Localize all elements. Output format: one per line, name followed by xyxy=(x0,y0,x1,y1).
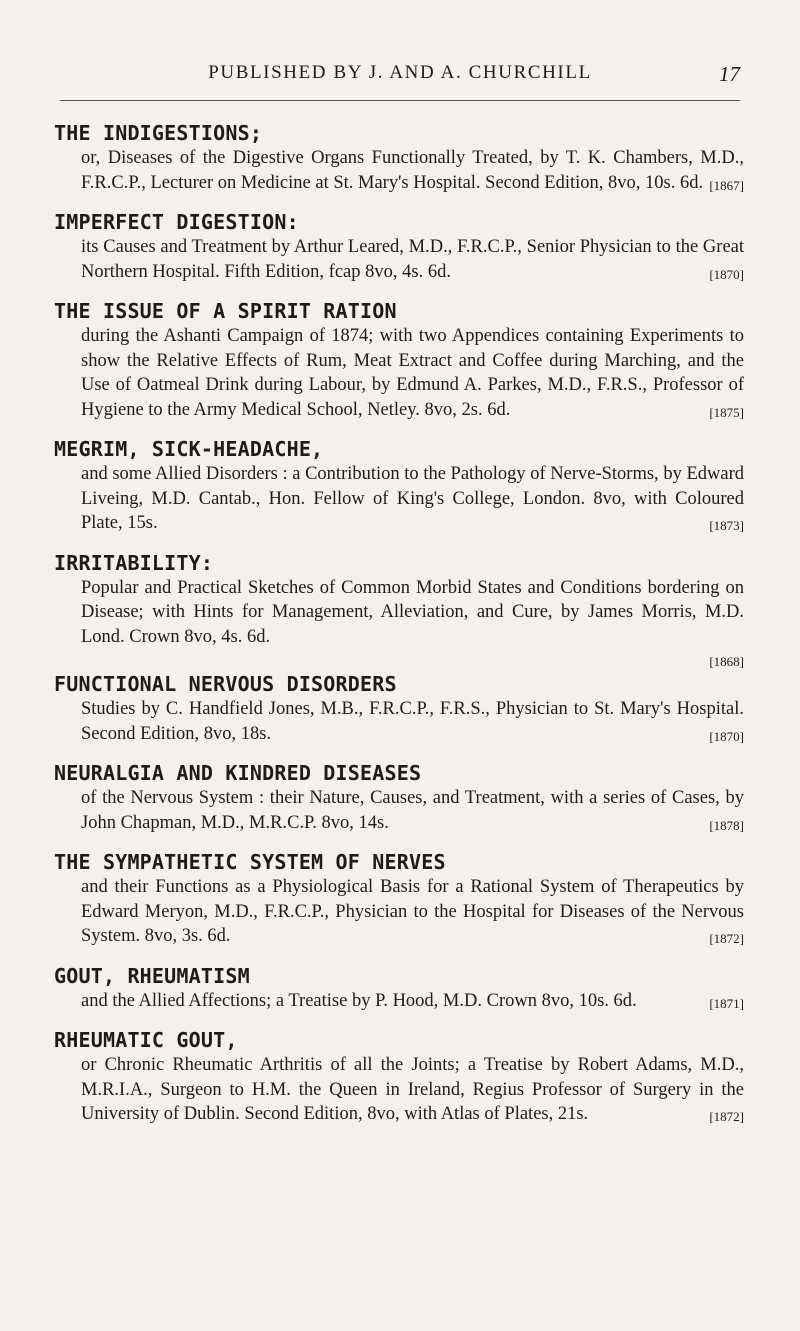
entry-description xyxy=(60,697,744,746)
entry-text: and the Allied Affections; a Treatise by P. Hood, M.D. Crown 8vo, 10s. 6d. xyxy=(81,990,637,1011)
catalogue-entry xyxy=(54,436,744,536)
entry-title: GOUT, RHEUMATISM xyxy=(54,963,250,988)
entry-description xyxy=(60,324,744,422)
entry-year: [1875] xyxy=(709,404,744,420)
catalogue-entry xyxy=(54,1027,744,1127)
entry-title: IRRITABILITY: xyxy=(54,550,214,575)
entry-title: RHEUMATIC GOUT, xyxy=(54,1028,238,1052)
entry-year: [1878] xyxy=(709,817,744,833)
entry-description xyxy=(60,989,744,1014)
entry-description xyxy=(60,875,744,949)
catalogue-entry xyxy=(54,120,744,195)
catalogue-entry xyxy=(54,963,744,1014)
entry-text: of the Nervous System : their Nature, Causes, and Treatment, with a series of Cases, by John Chapman, M.D., M.R.C.P. 8vo, 14s. xyxy=(81,788,744,833)
entry-text: or, Diseases of the Digestive Organs Functionally Treated, by T. K. Chambers, M.D., F.R.C.P., Lecturer on Medicine at St. Mary's Hospital. Second Edition, 8vo, 10s. 6d. xyxy=(81,148,744,193)
entry-year: [1870] xyxy=(709,266,744,282)
catalogue-entries xyxy=(54,120,744,1141)
entry-description xyxy=(60,235,744,284)
entry-text: its Causes and Treatment by Arthur Leared, M.D., F.R.C.P., Senior Physician to the Great Northern Hospital. Fifth Edition, fcap 8vo, 4s. 6d. xyxy=(81,237,744,282)
catalogue-entry xyxy=(54,849,744,949)
entry-description xyxy=(60,786,744,835)
entry-text: and their Functions as a Physiological Basis for a Rational System of Therapeutics by Edward Meryon, M.D., F.R.C.P., Physician to the Hospital for Diseases of the Nervous System. 8vo, 3s. 6d. xyxy=(81,877,744,946)
entry-year: [1870] xyxy=(709,728,744,744)
entry-title: THE SYMPATHETIC SYSTEM OF NERVES xyxy=(54,850,446,874)
catalogue-entry xyxy=(54,209,744,284)
running-head xyxy=(0,62,800,88)
entry-year: [1872] xyxy=(709,931,744,946)
catalogue-entry xyxy=(54,760,744,835)
entry-description xyxy=(60,576,744,668)
entry-text: or Chronic Rheumatic Arthritis of all the Joints; a Treatise by Robert Adams, M.D., M.R.I.A., Surgeon to H.M. the Queen in Ireland, Regius Professor of Surgery in the University of Dublin. Second Edition, 8vo, with Atlas of Plates, 21s. xyxy=(81,1055,744,1124)
entry-title: FUNCTIONAL NERVOUS DISORDERS xyxy=(54,672,397,696)
entry-text: during the Ashanti Campaign of 1874; with two Appendices containing Experiments to show the Relative Effects of Rum, Meat Extract and Coffee during Marching, and the Use of Oatmeal Drink during Labour, by Edmund A. Parkes, M.D., F.R.S., Professor of Hygiene to the Army Medical School, Netley. 8vo, 2s. 6d. xyxy=(81,326,744,420)
entry-description xyxy=(60,462,744,536)
entry-year: [1871] xyxy=(709,995,744,1011)
running-head-title: PUBLISHED BY J. AND A. CHURCHILL xyxy=(208,62,592,83)
catalogue-entry xyxy=(54,671,744,746)
entry-text: and some Allied Disorders : a Contribution to the Pathology of Nerve-Storms, by Edward Liveing, M.D. Cantab., Hon. Fellow of King's College, London. 8vo, with Coloured Plate, 15s. xyxy=(81,464,744,533)
header-rule xyxy=(60,100,740,101)
entry-text: Studies by C. Handfield Jones, M.B., F.R.C.P., F.R.S., Physician to St. Mary's Hospital. Second Edition, 8vo, 18s. xyxy=(81,699,744,744)
entry-year: [1868] xyxy=(709,654,744,669)
catalogue-entry xyxy=(54,550,744,669)
page-number: 17 xyxy=(719,62,740,86)
entry-description xyxy=(60,1053,744,1127)
entry-year: [1873] xyxy=(709,518,744,533)
entry-title: THE ISSUE OF A SPIRIT RATION xyxy=(54,299,397,323)
entry-title: THE INDIGESTIONS; xyxy=(54,121,263,145)
entry-text: Popular and Practical Sketches of Common Morbid States and Conditions bordering on Disease; with Hints for Management, Alleviation, and Cure, by James Morris, M.D. Lond. Crown 8vo, 4s. 6d. xyxy=(81,577,744,647)
entry-year: [1872] xyxy=(709,1109,744,1124)
entry-description xyxy=(60,146,744,195)
entry-title: NEURALGIA AND KINDRED DISEASES xyxy=(54,761,422,785)
entry-year: [1867] xyxy=(709,177,744,193)
entry-title: MEGRIM, SICK-HEADACHE, xyxy=(54,437,324,461)
catalogue-entry xyxy=(54,298,744,422)
entry-title: IMPERFECT DIGESTION: xyxy=(54,210,299,234)
entry-year-line xyxy=(81,649,744,667)
